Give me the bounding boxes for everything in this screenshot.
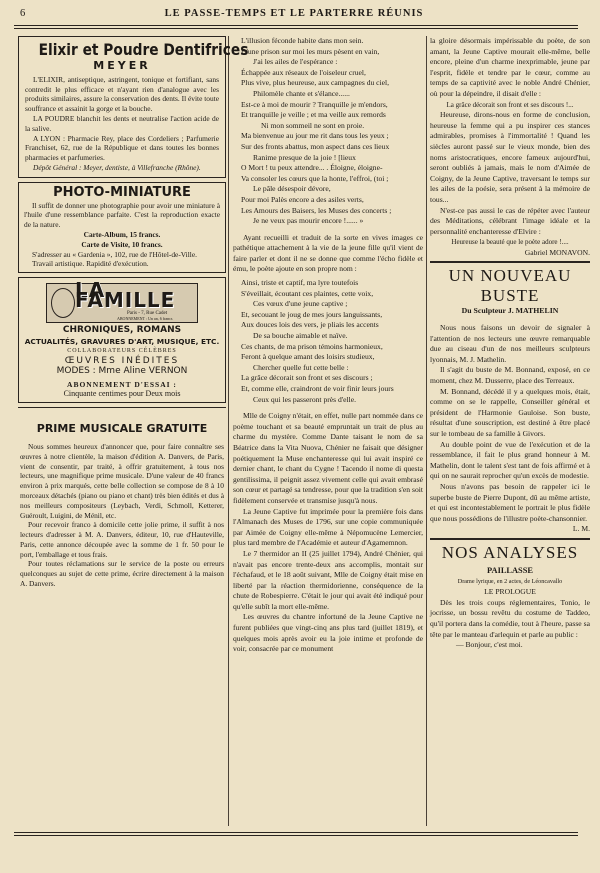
verse-line: Ni mon sommeil ne sont en proie. [261, 120, 365, 130]
article-paragraph: Heureuse, dirons-nous en forme de conclusion, heureuse la femme qui a pu inspirer ces stances admirables, promises à l'immortalité ! Quand les siècles auront passé sur le vieux monde, bien des noms aristocratiques, encore fameux aujourd'hui, seront oubliés à jamais, mais le nom d'Aimée de Coigny, de la Jeune Captive, traversant le temps sur les ailes de la poésie, sera présent à la mémoire de tous... [430, 110, 590, 204]
section-subtitle: Drame lyrique, en 2 actes, de Léoncavallo [457, 577, 563, 585]
column-separator [228, 36, 229, 826]
ad-price: Carte-Album, 15 francs. [83, 229, 161, 239]
ad-prime-musicale [18, 412, 226, 591]
verse-line: Ces vœux d'une jeune captive ; [253, 299, 348, 309]
article-paragraph: N'est-ce pas aussi le cas de répéter avec l'auteur des Méditations, célébrant l'image idéale et la personnalité enchanteresse d'Elvire : [430, 205, 590, 236]
ad-text: Nous sommes heureux d'annoncer que, pour faire connaître ses œuvres à notre clientèle, la maison d'édition A. Danvers, de Paris, vient de consentir, par traité, à offrir gratuitement, à tous nos lecteurs, une magnifique prime musicale. D'une valeur de 40 francs environ à prix marqués, cette belle collection se compose de 8 à 10 morceaux détachés (piano ou piano et chant) très bien édités et dus à nos meilleurs compositeurs (Leybach, Verdi, Schmoll, Ketterer, Guéroult, Luigini, de Ménil, etc. [20, 441, 224, 520]
ad-text: A LYON : Pharmacie Rey, place des Cordeliers ; Parfumerie Franchiset, 62, rue de la République et dans toutes les bonnes pharmacies et parfumeries. [25, 133, 219, 163]
ad-line: CHRONIQUES, ROMANS [62, 325, 182, 336]
journal-title: LE PASSE-TEMPS ET LE PARTERRE RÉUNIS [164, 8, 424, 19]
verse-line: Pour moi Palès encore a des asiles verts, [241, 194, 364, 204]
verse-line: Philomèle chante et s'élance...... [253, 88, 350, 98]
verse-line: Je ne veux pas mourir encore !...... » [253, 216, 364, 226]
author-signature: Gabriel MONAVON. [524, 247, 590, 257]
ad-title: PHOTO-MINIATURE [53, 184, 191, 200]
ad-text: Dépôt Général : Meyer, dentiste, à Villefranche (Rhône). [33, 162, 201, 172]
article-paragraph: — Bonjour, c'est moi. [456, 640, 523, 650]
ad-text: Pour toutes réclamations sur le service de la poste ou erreurs quelconques au sujet de cette prime, écrire directement à la maison A. Danvers. [20, 559, 224, 589]
verse-line: De sa bouche aimable et naïve. [253, 331, 348, 341]
verse-line: J'ai les ailes de l'espérance : [253, 57, 338, 67]
ad-title: Elixir et Poudre Dentifrices [38, 40, 249, 59]
verse-line: La grâce décorait son front et ses discours ; [241, 373, 373, 383]
header-rule-2 [14, 28, 578, 29]
ad-photo-miniature [18, 182, 226, 273]
verse-line: D'une prison sur moi les murs pèsent en vain, [241, 46, 380, 56]
author-signature: L. M. [572, 524, 590, 534]
la-famille-logo: LA FAMILLE Paris - 7, Rue Cadet ABONNEMENT : Un an, 6 francs [46, 283, 198, 323]
quote: La grâce décorait son front et ses discours !... [446, 100, 574, 109]
ad-brand: MEYER [93, 59, 151, 72]
ad-line: COLLABORATEURS CÉLÈBRES [67, 348, 177, 355]
verse-line: Les Amours des Baisers, les Muses des concerts ; [241, 205, 392, 215]
footer-rule-2 [14, 835, 578, 836]
section-title: NOS ANALYSES [441, 542, 579, 562]
ad-text: S'adresser au « Gardenia », 102, rue de l'Hôtel-de-Ville. [32, 249, 197, 259]
ad-text: Il suffit de donner une photographie pour avoir une miniature à l'huile d'une ressemblance parfaite. C'est la reproduction exacte de la nature. [24, 200, 220, 230]
ad-text: Travail artistique. Rapidité d'exécution. [32, 259, 149, 269]
article-paragraph: Au double point de vue de l'exécution et de la ressemblance, il fait le plus grand honneur à M. Mathelin, dont le talent s'est tant de fois affirmé et à qui on ne saurait reprocher qu'un excès de modestie. [430, 439, 590, 481]
ad-line: ŒUVRES INÉDITES [64, 355, 180, 366]
verse-line: Plus vive, plus heureuse, aux campagnes du ciel, [241, 78, 390, 88]
header-rule [14, 25, 578, 26]
section-subtitle: LE PROLOGUE [484, 587, 536, 597]
article-paragraph: Dès les trois coups réglementaires, Tonio, le jocrisse, un bossu revêtu du costume de Taddeo, qu'il portera dans la comédie, tout à l'heure, passe sa tête par le manteau d'arlequin et parle au public : [430, 597, 590, 639]
ornament-icon [51, 288, 75, 318]
verse-line: Ces chants, de ma prison témoins harmonieux, [241, 341, 383, 351]
ad-text: LA POUDRE blanchit les dents et neutralise l'action acide de la salive. [25, 113, 219, 133]
verse-line: S'éveillait, écoutant ces plaintes, cette voix, [241, 288, 374, 298]
ad-line: ABONNEMENT D'ESSAI : [67, 379, 177, 389]
section-subtitle: Du Sculpteur J. MATHELIN [461, 306, 559, 316]
ad-text: Pour recevoir franco à domicile cette jolie prime, il suffit à nos lecteurs d'adresser à M. A. Danvers, éditeur, 10, rue d'Hauteville, Paris, cette annonce découpée avec la somme de 1 fr. 50 pour le port, l'emballage et tous frais. [20, 520, 224, 559]
footer-rule [14, 832, 578, 833]
article-paragraph: la gloire désormais impérissable du poète, de son amant, la Jeune Captive mourait elle-même, belle encore, pleine d'un charme inexprimable, jeune par l'esprit, fidèle et tendre par le cœur, comme au temps de sa captivité avec le noble André Chénier, où pour la dépeindre, il disait d'elle : [430, 36, 590, 98]
article-paragraph: Il s'agit du buste de M. Bonnand, exposé, en ce moment, chez M. Dusserre, place des Terreaux. [430, 365, 590, 386]
ad-price: Carte de Visite, 10 francs. [81, 239, 163, 249]
page-number: 6 [20, 8, 26, 19]
article-paragraph: Ayant recueilli et traduit de la sorte en vives images ce pathétique attachement à la vie de la jeune fille qu'il vient de faire parler et dont il ne se donne que comme l'écho fidèle et ému, le poète ajoute en son propre nom : [233, 232, 423, 274]
ads-column [18, 36, 249, 824]
article-paragraph: M. Bonnand, décédé il y a quelques mois, était, comme on se le rappelle, Conseiller général et président de l'Harmonie Gauloise. Son buste, résultat d'une souscription, est destiné à être placé sur le tombeau de sa famille à Givors. [430, 386, 590, 438]
article-column [233, 36, 423, 824]
ad-text: L'ELIXIR, antiseptique, astringent, tonique et fortifiant, sans contredit le plus efficace et n'ayant rien d'analogue avec les produits similaires, assure la conservation des dents. Il évite toute souffrance et assainit la gorge et la bouche. [25, 74, 219, 114]
page-header [12, 6, 576, 22]
verse-line: Échappée aux réseaux de l'oiseleur cruel, [241, 67, 366, 77]
quote: Heureuse la beauté que le poète adore !.... [451, 238, 569, 247]
ad-line: ACTUALITÉS, GRAVURES D'ART, MUSIQUE, ETC. [24, 337, 220, 347]
verse-line: Et, comme elle, craindront de voir finir leurs jours [241, 384, 394, 393]
verse-line: L'illusion féconde habite dans mon sein. [241, 36, 364, 45]
section-subtitle: PAILLASSE [487, 565, 533, 575]
verse-line: Va consoler les cœurs que la honte, l'effroi, (toi ; [241, 173, 389, 183]
verse-line: Ma bienvenue au jour me rit dans tous les yeux ; [241, 131, 389, 141]
verse-line: Ceux qui les passeront près d'elle. [253, 394, 357, 404]
verse-line: Le pâle désespoir dévore, [253, 184, 331, 194]
verse-line: Sur des fronts abattus, mon aspect dans ces lieux [241, 141, 390, 151]
article-paragraph: Nous nous faisons un devoir de signaler à l'attention de nos lecteurs une œuvre remarquable due au ciseau d'un de nos meilleurs sculpteurs lyonnais, M. J. Mathelin. [430, 323, 590, 364]
ad-line: MODES : Mme Aline VERNON [56, 365, 188, 376]
article-paragraph: La Jeune Captive fut imprimée pour la première fois dans l'Almanach des Muses de 1796, sur une copie communiquée par Aimée de Coigny elle-même à Népomucène Lemercier, plus tard membre de l'Académie et auteur d'Agamemnon. [233, 506, 423, 548]
section-title: UN NOUVEAU BUSTE [448, 266, 572, 306]
divider [18, 407, 226, 408]
article-paragraph: Mlle de Coigny n'était, en effet, nulle part nommée dans ce poème touchant et sa beauté empruntait un trait de plus au charme du mystère. Comme Dante taisant le nom de sa Béatrice dans la Vita Nuova, Chénier ne faisait que désigner poétiquement la Muse enchanteresse qui lui avait inspiré ce dernier chant, le chant du Cygne ! Tacendo il nome di questa gentilissima, il peignit assez vivement celle qui avait embrasé son cœur et partagé sa tendresse, pour que la tradition s'en soit fidèlement conservée et transmise jusqu'à nous. [233, 411, 423, 505]
verse-line: Aux douces lois des vers, je pliais les accents [241, 320, 379, 330]
verse-line: Ranime presque de la joie ! [lieux [253, 152, 356, 162]
divider [430, 538, 590, 540]
verse-line: Et tranquille je veille ; et ma veille aux remords [241, 110, 386, 120]
ad-title: PRIME MUSICALE GRATUITE [36, 422, 208, 436]
ad-elixir-meyer [18, 36, 249, 178]
ad-line: Cinquante centimes pour Deux mois [63, 389, 181, 399]
article-paragraph: Le 7 thermidor an II (25 juillet 1794), André Chénier, qui n'avait pas encore trente-deux ans accomplis, montait sur l'échafaud, et le 18 août suivant, Mlle de Coigny était mise en liberté par la réaction thermidorienne, conséquence de la chute de Robespierre. C'était le jour qui avait été indiqué pour qu'elle subît la mort elle-même. [233, 548, 423, 611]
verse-line: Est-ce à moi de mourir ? Tranquille je m'endors, [241, 99, 388, 109]
right-column [430, 36, 590, 824]
ad-la-famille [18, 277, 226, 403]
divider [430, 261, 590, 263]
verse-line: Ainsi, triste et captif, ma lyre toutefois [241, 278, 359, 288]
verse-line: Et, secouant le joug de mes jours languissants, [241, 309, 383, 319]
column-separator [426, 36, 427, 826]
verse-line: Chercher quelle fut cette belle : [253, 362, 349, 372]
poem-jeune-captive [233, 36, 423, 227]
article-paragraph: Nous n'avons pas besoin de rappeler ici le superbe buste de Pierre Dupont, dû au même artiste, et qui est incontestablement le portrait le plus fidèle que nous possédions de l'illustre poète-chansonnier. [430, 481, 590, 523]
poem-conclusion [233, 278, 423, 405]
article-paragraph: Les œuvres du chantre infortuné de la Jeune Captive ne furent publiées que vingt-cinq ans plus tard (juillet 1819), et quelques mois après avoir eu la joie intime et profonde de voir, consacrée par ce monument [233, 612, 423, 654]
verse-line: O Mort ! tu peux attendre... . Éloigne, éloigne- [241, 163, 383, 173]
verse-line: Feront à quelque amant des loisirs studieux, [241, 352, 375, 362]
